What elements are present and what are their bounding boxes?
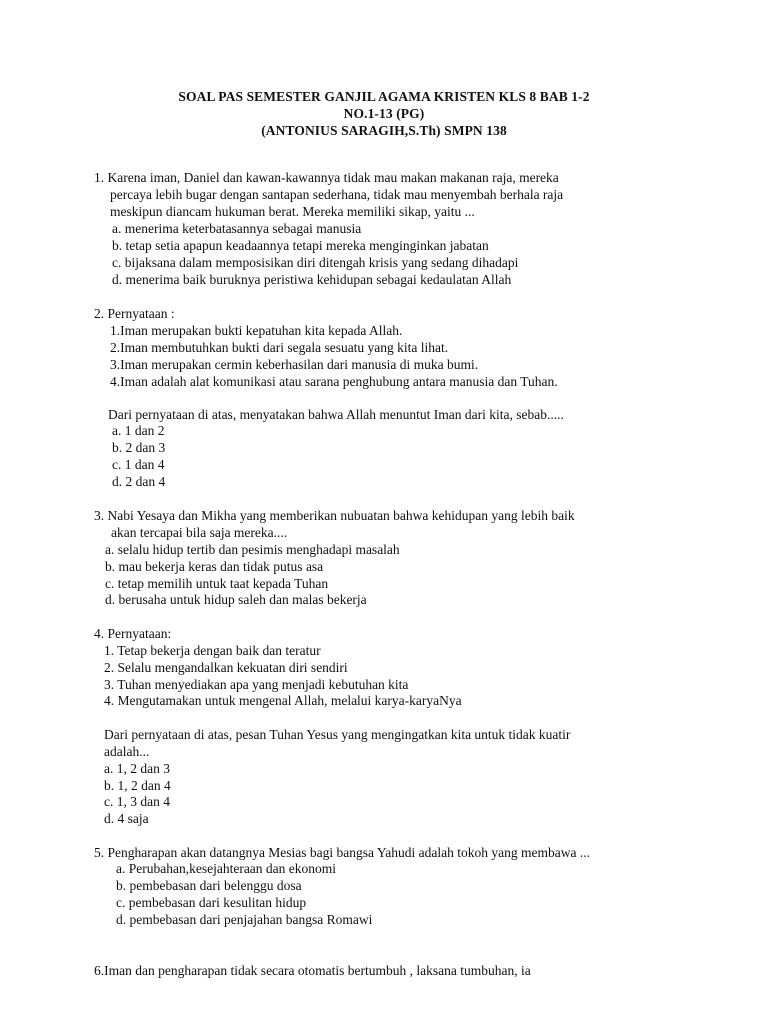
question-2-statement: 1.Iman merupakan bukti kepatuhan kita kepada Allah. xyxy=(110,323,403,338)
question-4-option-d: d. 4 saja xyxy=(104,811,149,826)
question-1-text-cont: percaya lebih bugar dengan santapan sederhana, tidak mau menyembah berhala raja xyxy=(110,187,564,202)
question-3-option-d: d. berusaha untuk hidup saleh dan malas bekerja xyxy=(105,592,367,607)
question-3-option-c: c. tetap memilih untuk taat kepada Tuhan xyxy=(105,576,329,591)
question-4-statement: 2. Selalu mengandalkan kekuatan diri sendiri xyxy=(104,660,348,675)
question-1-text-cont: meskipun diancam hukuman berat. Mereka memiliki sikap, yaitu ... xyxy=(110,204,475,219)
question-5-option-c: c. pembebasan dari kesulitan hidup xyxy=(116,895,307,910)
question-2-prompt: Dari pernyataan di atas, menyatakan bahwa Allah menuntut Iman dari kita, sebab..... xyxy=(108,407,564,422)
question-2-option-d: d. 2 dan 4 xyxy=(112,474,166,489)
question-4-option-a: a. 1, 2 dan 3 xyxy=(104,761,170,776)
question-5-option-d: d. pembebasan dari penjajahan bangsa Romawi xyxy=(116,912,373,927)
question-3-text-cont: akan tercapai bila saja mereka.... xyxy=(111,525,288,540)
question-1-option-c: c. bijaksana dalam memposisikan diri ditengah krisis yang sedang dihadapi xyxy=(112,255,519,270)
question-4-prompt: Dari pernyataan di atas, pesan Tuhan Yesus yang mengingatkan kita untuk tidak kuatir xyxy=(104,727,571,742)
question-2-statement: 4.Iman adalah alat komunikasi atau sarana penghubung antara manusia dan Tuhan. xyxy=(110,374,558,389)
question-4-statement: 4. Mengutamakan untuk mengenal Allah, melalui karya-karyaNya xyxy=(104,693,462,708)
document-header xyxy=(0,88,768,139)
header-author: (ANTONIUS SARAGIH,S.Th) SMPN 138 xyxy=(261,123,507,138)
question-6-text: 6.Iman dan pengharapan tidak secara otomatis bertumbuh , laksana tumbuhan, ia xyxy=(94,963,531,978)
question-1-text: 1. Karena iman, Daniel dan kawan-kawannya tidak mau makan makanan raja, mereka xyxy=(94,170,559,185)
question-1-option-d: d. menerima baik buruknya peristiwa kehidupan sebagai kedaulatan Allah xyxy=(112,272,512,287)
question-4-statement: 1. Tetap bekerja dengan baik dan teratur xyxy=(104,643,321,658)
question-4-option-b: b. 1, 2 dan 4 xyxy=(104,778,171,793)
question-3-option-a: a. selalu hidup tertib dan pesimis menghadapi masalah xyxy=(105,542,400,557)
header-subtitle: NO.1-13 (PG) xyxy=(343,106,425,121)
question-5-option-a: a. Perubahan,kesejahteraan dan ekonomi xyxy=(116,861,337,876)
question-1-option-a: a. menerima keterbatasannya sebagai manusia xyxy=(112,221,362,236)
question-2-statement: 3.Iman merupakan cermin keberhasilan dari manusia di muka bumi. xyxy=(110,357,479,372)
question-4-prompt-cont: adalah... xyxy=(104,744,150,759)
question-2-option-c: c. 1 dan 4 xyxy=(112,457,165,472)
question-4-option-c: c. 1, 3 dan 4 xyxy=(104,794,170,809)
question-3-text: 3. Nabi Yesaya dan Mikha yang memberikan nubuatan bahwa kehidupan yang lebih baik xyxy=(94,508,575,523)
question-2-text: 2. Pernyataan : xyxy=(94,306,175,321)
question-2-option-b: b. 2 dan 3 xyxy=(112,440,166,455)
question-3-option-b: b. mau bekerja keras dan tidak putus asa xyxy=(105,559,324,574)
question-5-option-b: b. pembebasan dari belenggu dosa xyxy=(116,878,302,893)
header-title: SOAL PAS SEMESTER GANJIL AGAMA KRISTEN KLS 8 BAB 1-2 xyxy=(178,89,590,104)
question-2-option-a: a. 1 dan 2 xyxy=(112,423,165,438)
question-2-statement: 2.Iman membutuhkan bukti dari segala sesuatu yang kita lihat. xyxy=(110,340,449,355)
question-4-text: 4. Pernyataan: xyxy=(94,626,172,641)
question-5-text: 5. Pengharapan akan datangnya Mesias bagi bangsa Yahudi adalah tokoh yang membawa ... xyxy=(94,845,590,860)
question-4-statement: 3. Tuhan menyediakan apa yang menjadi kebutuhan kita xyxy=(104,677,409,692)
question-1-option-b: b. tetap setia apapun keadaannya tetapi mereka menginginkan jabatan xyxy=(112,238,489,253)
